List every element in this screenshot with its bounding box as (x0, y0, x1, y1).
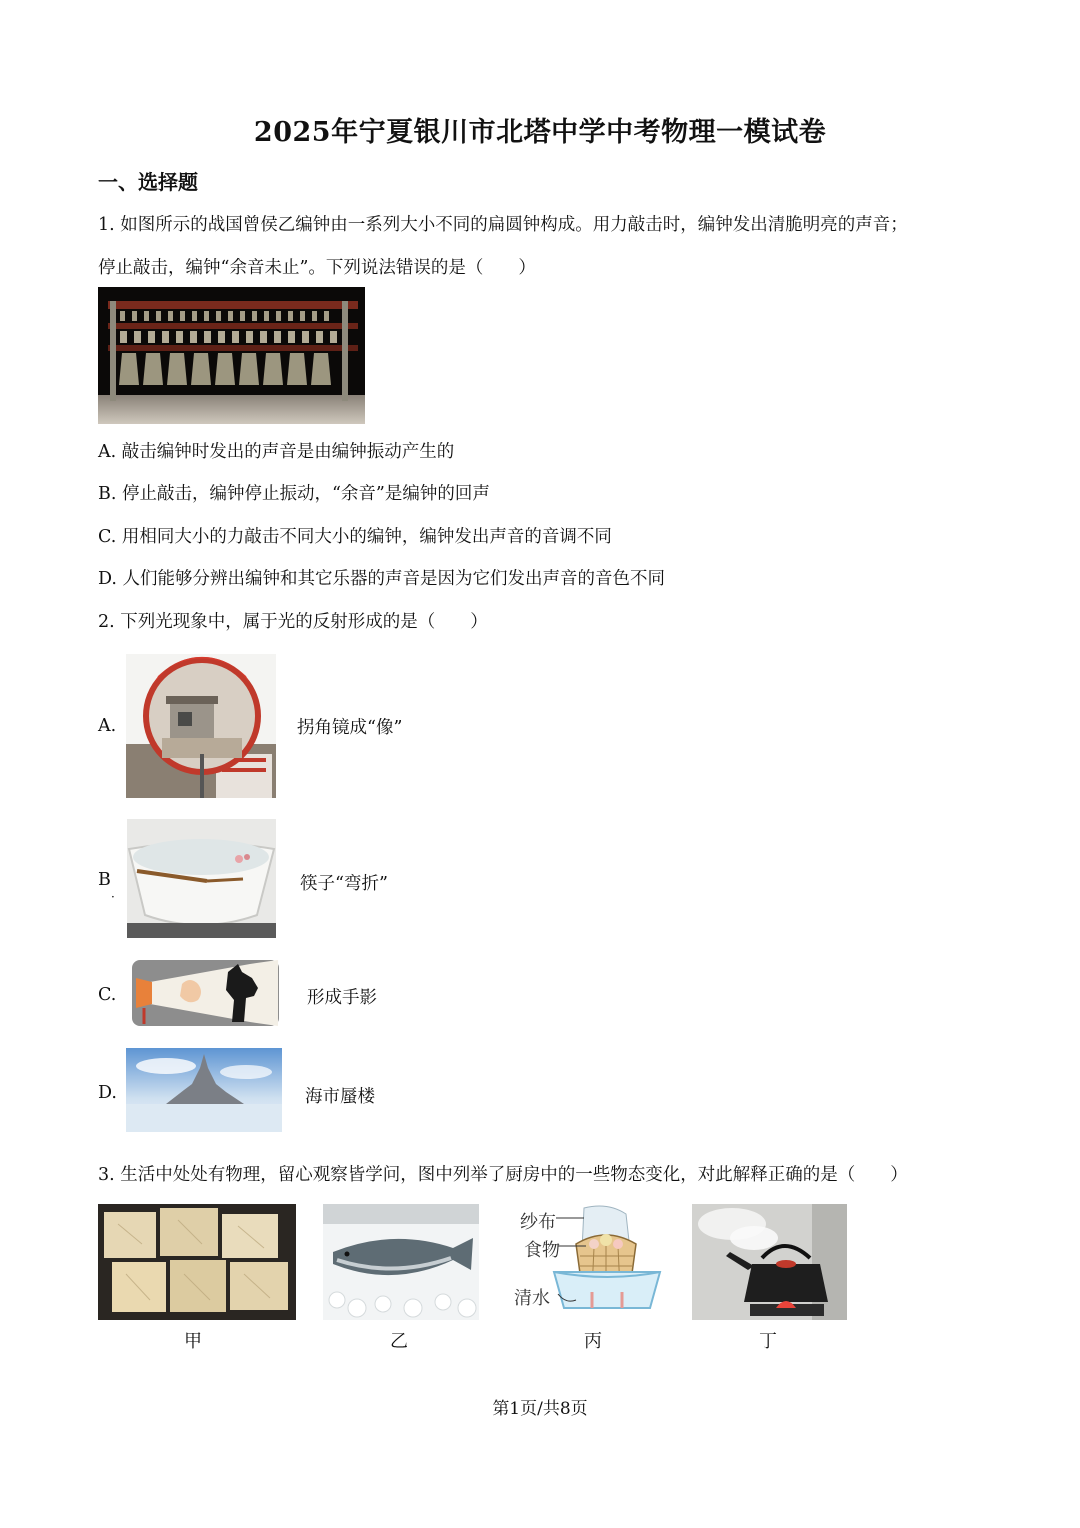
q2-option-c-text: 形成手影 (307, 988, 377, 1008)
q2-option-a-text: 拐角镜成“像” (297, 718, 403, 738)
chopsticks-in-bowl-image (127, 819, 276, 938)
section-heading: 一、选择题 (98, 170, 198, 194)
mirage-image (126, 1048, 282, 1132)
q2-stem: 2. 下列光现象中，属于光的反射形成的是（ ） (98, 612, 488, 632)
diagram-label-gauze: 纱布 (520, 1212, 556, 1233)
page-title: 2025年宁夏银川市北塔中学中考物理一模试卷 (253, 117, 827, 148)
q2-option-b-text: 筷子“弯折” (300, 874, 388, 894)
q1-option-a: A. 敲击编钟时发出的声音是由编钟振动产生的 (98, 442, 455, 462)
q1-option-b: B. 停止敲击，编钟停止振动，“余音”是编钟的回声 (98, 484, 490, 504)
q2-option-d-letter: D. (98, 1083, 117, 1103)
q1-stem-line1: 1. 如图所示的战国曾侯乙编钟由一系列大小不同的扁圆钟构成。用力敲击时，编钟发出清脆明亮的声音； (98, 215, 908, 235)
q2-option-a-letter: A. (98, 716, 117, 736)
fish-on-ice-image (323, 1204, 479, 1320)
q3-stem: 3. 生活中处处有物理，留心观察皆学问，图中列举了厨房中的一些物态变化，对此解释正确的是（ ） (98, 1165, 908, 1185)
boiling-kettle-image (692, 1204, 847, 1320)
q1-stem-line2: 停止敲击，编钟“余音未止”。下列说法错误的是（ ） (98, 258, 536, 278)
hand-shadow-image (130, 958, 281, 1028)
bianzhong-bells-image (98, 287, 365, 424)
q2-option-b-dot: · (111, 890, 115, 904)
q2-option-c-letter: C. (98, 985, 117, 1005)
page-footer: 第1页/共8页 (492, 1399, 588, 1419)
q2-option-b-letter: B (98, 870, 111, 890)
caption-jia: 甲 (184, 1331, 202, 1352)
caption-yi: 乙 (390, 1331, 408, 1352)
diagram-label-water: 清水 (514, 1288, 550, 1309)
caption-ding: 丁 (759, 1331, 777, 1352)
q1-option-d: D. 人们能够分辨出编钟和其它乐器的声音是因为它们发出声音的音色不同 (98, 569, 666, 589)
frozen-tofu-image (98, 1204, 296, 1320)
convex-mirror-image (126, 654, 276, 798)
q1-option-c: C. 用相同大小的力敲击不同大小的编钟，编钟发出声音的音调不同 (98, 527, 612, 547)
q2-option-d-text: 海市蜃楼 (305, 1087, 375, 1107)
caption-bing: 丙 (584, 1331, 602, 1352)
diagram-label-food: 食物 (524, 1240, 560, 1261)
